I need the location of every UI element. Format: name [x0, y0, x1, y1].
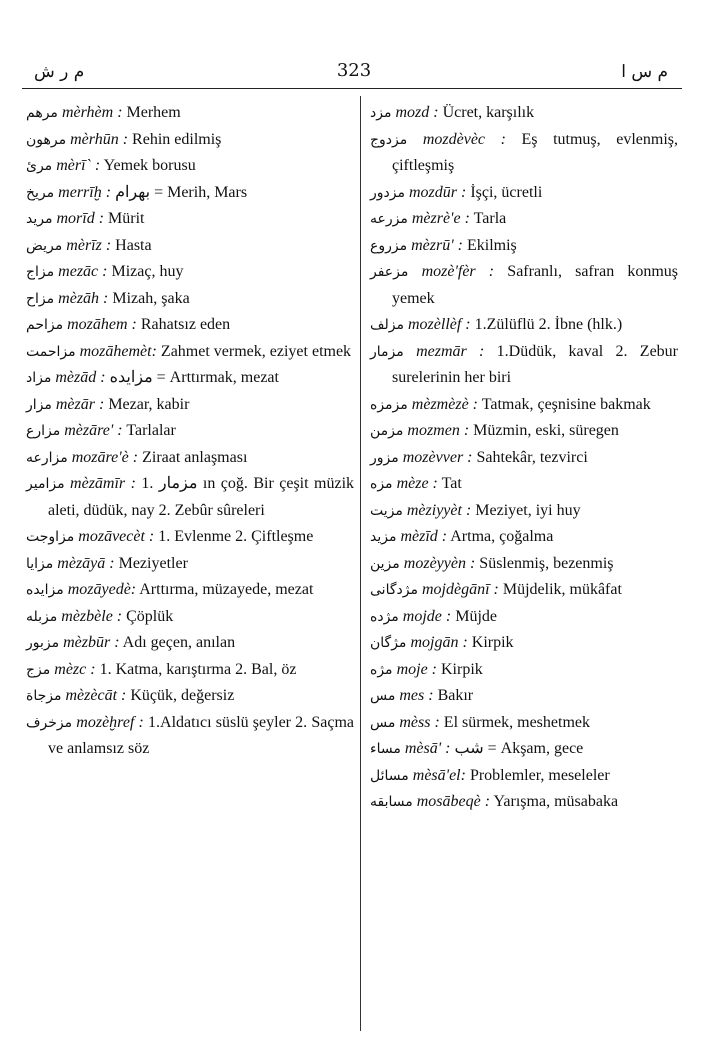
dictionary-entry [26, 259, 354, 286]
definition: Müjdelik, mükâfat [498, 581, 622, 598]
transliteration: mèzīd : [400, 528, 448, 545]
dictionary-entry [26, 127, 354, 154]
definition: Safranlı, safran konmuş yemek [392, 263, 679, 307]
arabic-headword: مزاوجت [26, 529, 75, 545]
definition: مزايده = Arttırmak, mezat [105, 369, 279, 386]
transliteration: mèzbūr : [63, 634, 120, 651]
definition: Mizaç, huy [107, 263, 184, 280]
dictionary-entry [370, 206, 678, 233]
definition: Problemler, meseleler [465, 766, 610, 784]
arabic-headword: مزج [26, 661, 51, 678]
definition: Ekilmiş [462, 236, 517, 254]
dictionary-entry [26, 286, 354, 313]
dictionary-entry [370, 445, 678, 472]
arabic-headword: مزروع [370, 237, 408, 254]
arabic-headword: مزمزه [370, 396, 408, 413]
arabic-headword: مزاحم [26, 317, 64, 333]
transliteration: mèzāh : [58, 289, 109, 307]
dictionary-entry [370, 763, 678, 790]
header-rule [22, 88, 682, 89]
definition: 1.Aldatıcı süslü şeyler 2. Saçma ve anlamsız söz [48, 713, 354, 757]
dictionary-entry [370, 577, 678, 604]
transliteration: mozāhemèt: [79, 342, 157, 360]
arabic-headword: مزاحمت [26, 343, 76, 360]
dictionary-entry [26, 100, 354, 127]
definition: 1. Evlenme 2. Çiftleşme [154, 528, 314, 545]
definition: Artma, çoğalma [447, 528, 554, 545]
definition: Merhem [122, 104, 181, 121]
arabic-headword: مزامير [26, 476, 65, 492]
definition: Meziyetler [114, 554, 188, 572]
definition: İşçi, ücretli [466, 183, 543, 201]
definition: Tatmak, çeşnisine bakmak [478, 395, 651, 413]
arabic-headword: مرهون [26, 131, 67, 148]
arabic-headword: مزدوج [370, 131, 408, 148]
transliteration: mèzāmīr : [70, 475, 136, 492]
transliteration: mojdègānī : [421, 581, 499, 598]
transliteration: mezmār : [416, 342, 485, 360]
dictionary-entry [370, 736, 678, 763]
dictionary-entry [26, 577, 354, 604]
arabic-headword: مزيد [370, 529, 397, 545]
definition: Müjde [451, 607, 498, 625]
transliteration: mozèḫref : [76, 713, 144, 731]
definition: Kirpik [437, 660, 483, 678]
definition: Ziraat anlaşması [138, 448, 248, 466]
arabic-headword: مژه [370, 661, 393, 678]
dictionary-entry [370, 551, 678, 578]
arabic-headword: مزرعه [370, 211, 408, 227]
dictionary-entry [26, 630, 354, 657]
transliteration: mèzècāt : [65, 687, 127, 704]
arabic-headword: مزخرف [26, 714, 73, 731]
definition: Hasta [111, 236, 152, 254]
definition: Tarla [469, 210, 507, 227]
transliteration: moje : [396, 660, 437, 678]
dictionary-entry [370, 657, 678, 684]
definition: Eş tutmuş, evlenmiş, çiftleşmiş [392, 130, 678, 174]
definition: Mürit [104, 210, 145, 227]
dictionary-entry [26, 418, 354, 445]
arabic-headword: مريد [26, 211, 53, 227]
arabic-headword: مزبور [26, 635, 60, 651]
arabic-headword: مزين [370, 555, 400, 572]
definition: 1. مزمار ın çoğ. Bir çeşit müzik aleti, düdük, nay 2. Zebûr sûreleri [48, 475, 355, 519]
transliteration: mozd : [395, 104, 439, 121]
arabic-headword: مژده [370, 608, 399, 625]
transliteration: mosābeqè : [416, 793, 491, 810]
definition: Arttırma, müzayede, mezat [136, 581, 314, 598]
definition: Süslenmiş, bezenmiş [475, 554, 614, 572]
transliteration: mojgān : [410, 634, 468, 651]
dictionary-entry [370, 180, 678, 207]
arabic-headword: مزيت [370, 502, 403, 519]
transliteration: mèrhūn : [70, 130, 129, 148]
arabic-headword: مزايده [26, 582, 64, 598]
dictionary-entry [26, 312, 354, 339]
arabic-headword: مزمن [370, 423, 404, 439]
definition: El sürmek, meshetmek [439, 713, 590, 731]
transliteration: mèzār : [55, 395, 105, 413]
arabic-headword: مزارع [26, 423, 61, 439]
transliteration: mozèllèf : [407, 316, 471, 333]
transliteration: mèrī` : [56, 157, 101, 174]
header-left-letters: م ر ش [34, 62, 85, 82]
transliteration: mozāre'è : [71, 448, 139, 466]
definition: Küçük, değersiz [126, 687, 235, 704]
transliteration: mèsā'el: [412, 766, 466, 784]
definition: 1.Zülüflü 2. İbne (hlk.) [470, 316, 623, 333]
transliteration: mèze : [396, 475, 438, 492]
definition: Tat [437, 475, 462, 492]
arabic-headword: مزلف [370, 317, 404, 333]
transliteration: mojde : [402, 607, 452, 625]
dictionary-entry [370, 233, 678, 260]
dictionary-entry [26, 471, 354, 524]
arabic-headword: مساء [370, 741, 401, 757]
transliteration: mèzāyā : [57, 554, 115, 572]
dictionary-entry [370, 471, 678, 498]
dictionary-entry [370, 392, 678, 419]
arabic-headword: مزار [26, 396, 52, 413]
definition: Müzmin, eski, süregen [469, 422, 619, 439]
dictionary-entry [370, 418, 678, 445]
dictionary-entry [26, 233, 354, 260]
dictionary-entry [370, 630, 678, 657]
definition: Zahmet vermek, eziyet etmek [156, 342, 352, 360]
transliteration: mes : [399, 687, 434, 704]
dictionary-entry [26, 365, 354, 392]
header-right-letters: م س ا [621, 62, 668, 82]
transliteration: mèzāre' : [64, 422, 123, 439]
arabic-headword: مس [370, 714, 396, 731]
dictionary-entry [26, 153, 354, 180]
definition: Rahatsız eden [136, 316, 231, 333]
arabic-headword: مسابقه [370, 794, 413, 810]
transliteration: mèrhèm : [61, 104, 123, 121]
dictionary-entry [26, 551, 354, 578]
definition: شب = Akşam, gece [450, 740, 584, 757]
transliteration: mozāyedè: [67, 581, 137, 598]
definition: 1.Düdük, kaval 2. Zebur surelerinin her biri [392, 342, 679, 386]
dictionary-entry [370, 339, 678, 392]
transliteration: mèzrè'e : [411, 210, 470, 227]
definition: Mizah, şaka [108, 289, 190, 307]
arabic-headword: مزد [370, 105, 392, 121]
dictionary-entry [370, 604, 678, 631]
page-number: 323 [336, 60, 372, 81]
dictionary-entry [26, 445, 354, 472]
arabic-headword: مزاح [26, 290, 55, 307]
arabic-headword: مزاد [26, 370, 52, 386]
dictionary-entry [370, 789, 678, 816]
transliteration: mèzbèle : [61, 607, 123, 625]
transliteration: mozdūr : [408, 183, 467, 201]
dictionary-entry [370, 524, 678, 551]
dictionary-entry [370, 127, 678, 180]
transliteration: mèss : [399, 713, 440, 731]
arabic-headword: مس [370, 688, 396, 704]
transliteration: mozè'fèr : [421, 263, 495, 280]
transliteration: mezāc : [58, 263, 108, 280]
transliteration: mozèyyèn : [403, 554, 476, 572]
arabic-headword: مژدگانى [370, 582, 418, 598]
dictionary-entry [26, 657, 354, 684]
dictionary-entry [26, 339, 354, 366]
dictionary-entry [26, 710, 354, 763]
definition: Kirpik [467, 634, 514, 651]
left-column [26, 100, 354, 763]
arabic-headword: مرئ [26, 158, 53, 174]
transliteration: mèzmèzè : [411, 395, 478, 413]
arabic-headword: مزارعه [26, 449, 68, 466]
dictionary-entry [26, 392, 354, 419]
dictionary-entry [26, 683, 354, 710]
transliteration: mèziyyèt : [406, 501, 472, 519]
right-column [370, 100, 678, 816]
dictionary-entry [370, 498, 678, 525]
arabic-headword: مزعفر [370, 264, 409, 280]
arabic-headword: مريخ [26, 184, 55, 201]
arabic-headword: مسائل [370, 767, 409, 784]
transliteration: mèzād : [55, 369, 106, 386]
arabic-headword: مزور [370, 449, 399, 466]
definition: Adı geçen, anılan [119, 634, 236, 651]
arabic-headword: مزبله [26, 608, 58, 625]
dictionary-entry [370, 683, 678, 710]
dictionary-entry [26, 180, 354, 207]
transliteration: mozèvver : [402, 448, 473, 466]
definition: Sahtekâr, tezvirci [472, 448, 588, 466]
arabic-headword: مزاج [26, 264, 55, 280]
definition: Rehin edilmiş [128, 130, 222, 148]
definition: Yemek borusu [100, 157, 196, 174]
dictionary-entry [370, 259, 678, 312]
definition: Mezar, kabir [104, 395, 190, 413]
definition: 1. Katma, karıştırma 2. Bal, öz [95, 660, 297, 678]
definition: Tarlalar [122, 422, 176, 439]
dictionary-entry [370, 100, 678, 127]
definition: Bakır [433, 687, 474, 704]
dictionary-entry [370, 710, 678, 737]
transliteration: mozāvecèt : [78, 528, 155, 545]
arabic-headword: مريض [26, 237, 63, 254]
arabic-headword: مژگان [370, 635, 407, 651]
transliteration: mèrīz : [66, 236, 112, 254]
arabic-headword: مزه [370, 476, 393, 492]
arabic-headword: مزدور [370, 184, 405, 201]
arabic-headword: مزايا [26, 555, 54, 572]
definition: Çöplük [122, 607, 174, 625]
dictionary-entry [26, 524, 354, 551]
definition: Meziyet, iyi huy [471, 501, 581, 519]
dictionary-entry [26, 206, 354, 233]
transliteration: mèzrū' : [411, 236, 463, 254]
dictionary-entry [26, 604, 354, 631]
definition: Ücret, karşılık [438, 104, 535, 121]
transliteration: mèsā' : [404, 740, 451, 757]
dictionary-entry [370, 312, 678, 339]
definition: Yarışma, müsabaka [490, 793, 619, 810]
transliteration: mèzc : [54, 660, 96, 678]
arabic-headword: مزجاة [26, 688, 62, 704]
transliteration: mozdèvèc : [422, 130, 506, 148]
transliteration: merrīḫ : [58, 183, 112, 201]
arabic-headword: مزمار [370, 343, 404, 360]
transliteration: morīd : [56, 210, 105, 227]
arabic-headword: مرهم [26, 105, 58, 121]
definition: بهرام = Merih, Mars [111, 183, 248, 201]
transliteration: mozmen : [407, 422, 470, 439]
transliteration: mozāhem : [67, 316, 137, 333]
column-divider [360, 96, 361, 1031]
